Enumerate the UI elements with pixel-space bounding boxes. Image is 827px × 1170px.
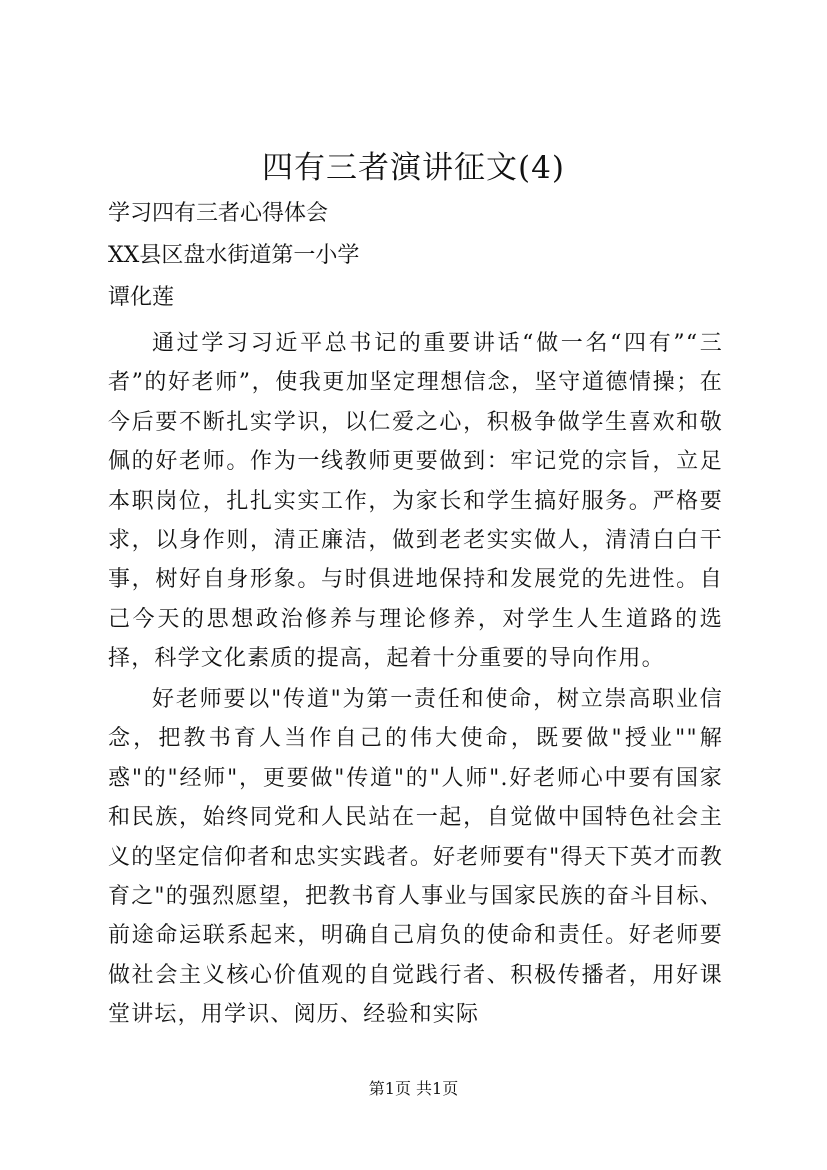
school-line: XX县区盘水街道第一小学: [108, 243, 360, 268]
body-paragraph-2: 好老师要以"传道"为第一责任和使命，树立崇高职业信念，把教书育人当作自己的伟大使命，既要做"授业""解惑"的"经师"，更要做"传道"的"人师".好老师心中要有国家和民族，始终同党和人民站在一起，自觉做中国特色社会主义的坚定信仰者和忠实实践者。好老师要有"得天下英才而教育之"的强烈愿望，把教书育人事业与国家民族的奋斗目标、前途命运联系起来，明确自己肩负的使命和责任。好老师要做社会主义核心价值观的自觉践行者、积极传播者，用好课堂讲坛，用学识、阅历、经验和实际: [108, 687, 723, 1028]
author-line: 谭化莲: [108, 285, 175, 310]
subtitle-line: 学习四有三者心得体会: [108, 201, 329, 226]
page-footer: 第1页 共1页: [368, 1079, 459, 1098]
body-paragraph-1: 通过学习习近平总书记的重要讲话“做一名“四有”“三者”的好老师”，使我更加坚定理想信念，坚守道德情操；在今后要不断扎实学识，以仁爱之心，积极争做学生喜欢和敬佩的好老师。作为一线教师更要做到：牢记党的宗旨，立足本职岗位，扎扎实实工作，为家长和学生搞好服务。严格要求，以身作则，清正廉洁，做到老老实实做人，清清白白干事，树好自身形象。与时俱进地保持和发展党的先进性。自己今天的思想政治修养与理论修养，对学生人生道路的选择，科学文化素质的提高，起着十分重要的导向作用。: [108, 331, 723, 672]
document-title: 四有三者演讲征文(4): [262, 150, 565, 186]
